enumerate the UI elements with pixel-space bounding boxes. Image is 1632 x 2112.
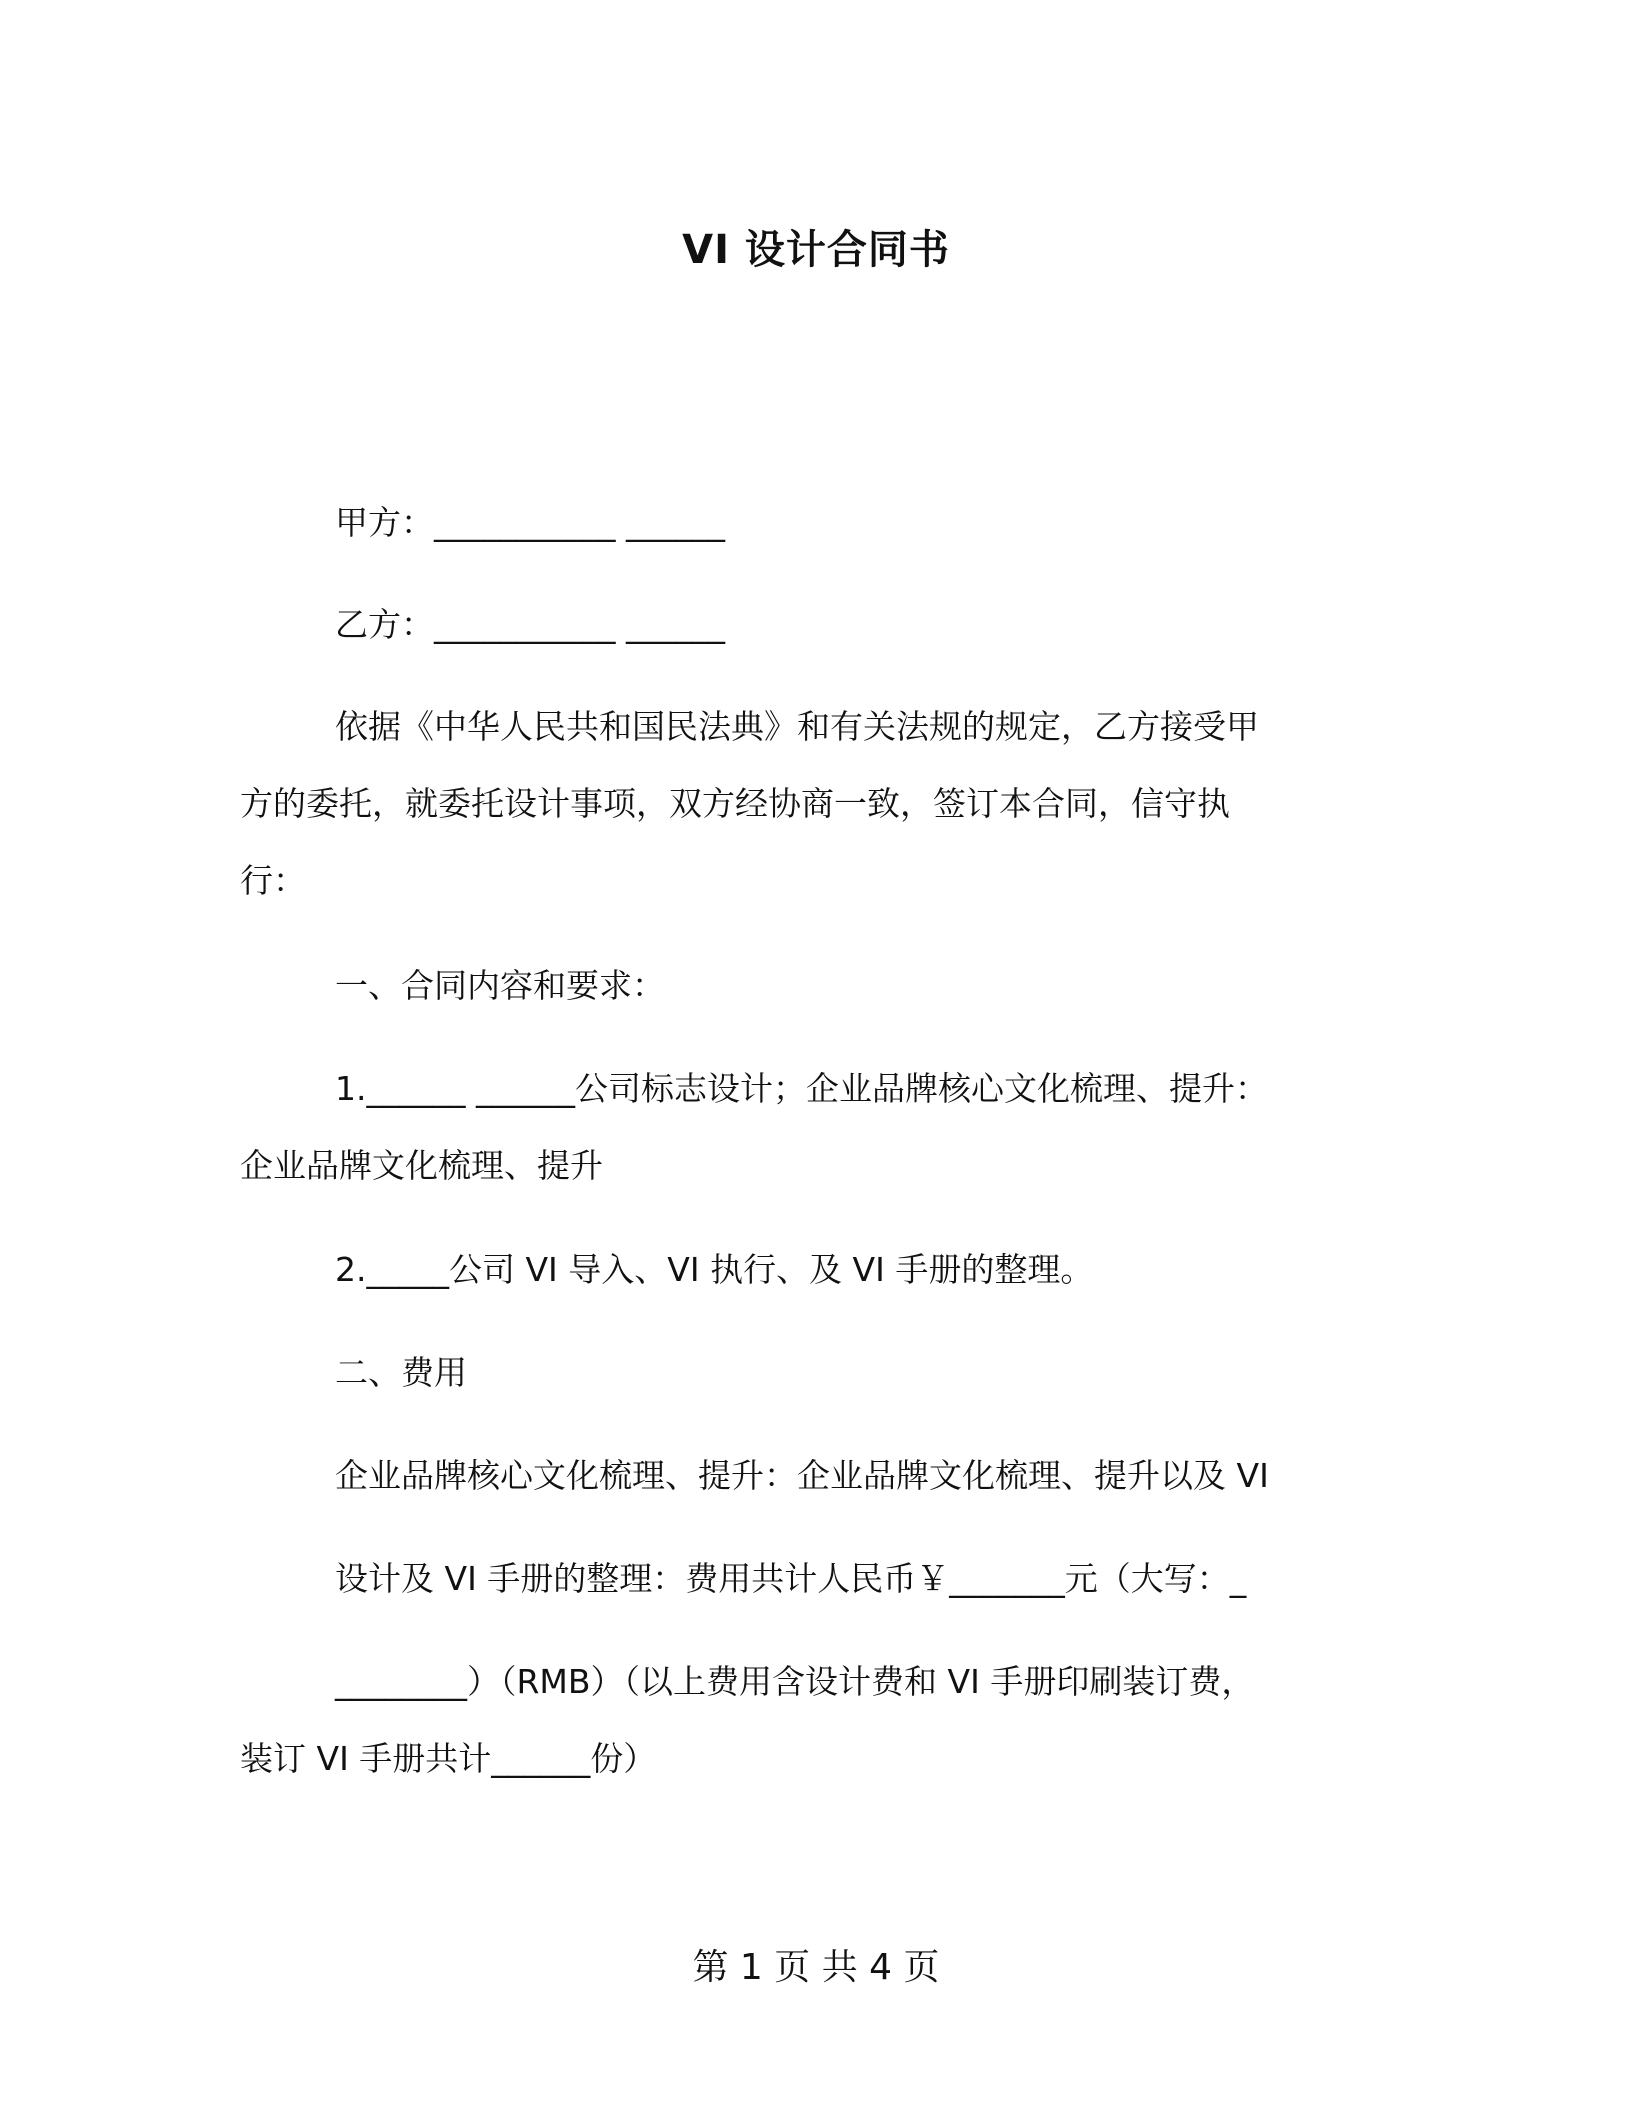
- preamble-line: 行：: [240, 861, 306, 900]
- preamble-line: 依据《中华人民共和国民法典》和有关法规的规定，乙方接受甲: [335, 707, 1259, 746]
- fee-line: 设计及 VI 手册的整理：费用共计人民币￥_______元（大写：_: [335, 1559, 1247, 1598]
- fee-line: 企业品牌核心文化梳理、提升：企业品牌文化梳理、提升以及 VI: [335, 1456, 1269, 1495]
- section-heading-1: 一、合同内容和要求：: [335, 966, 665, 1005]
- party-b-line: 乙方：___________ ______: [335, 605, 725, 644]
- fee-line: ________）（RMB）（以上费用含设计费和 VI 手册印刷装订费，: [335, 1662, 1255, 1701]
- clause-item-1-continued: 企业品牌文化梳理、提升: [240, 1146, 603, 1185]
- fee-line: 装订 VI 手册共计______份）: [240, 1739, 657, 1778]
- document-title: VI 设计合同书: [682, 227, 950, 273]
- preamble-line: 方的委托，就委托设计事项，双方经协商一致，签订本合同，信守执: [240, 784, 1230, 823]
- clause-item-2: 2._____公司 VI 导入、VI 执行、及 VI 手册的整理。: [335, 1250, 1094, 1289]
- clause-item-1: 1.______ ______公司标志设计；企业品牌核心文化梳理、提升：: [335, 1069, 1268, 1108]
- page-number-footer: 第 1 页 共 4 页: [692, 1947, 940, 1988]
- section-heading-2: 二、费用: [335, 1353, 467, 1392]
- party-a-line: 甲方：___________ ______: [335, 503, 725, 542]
